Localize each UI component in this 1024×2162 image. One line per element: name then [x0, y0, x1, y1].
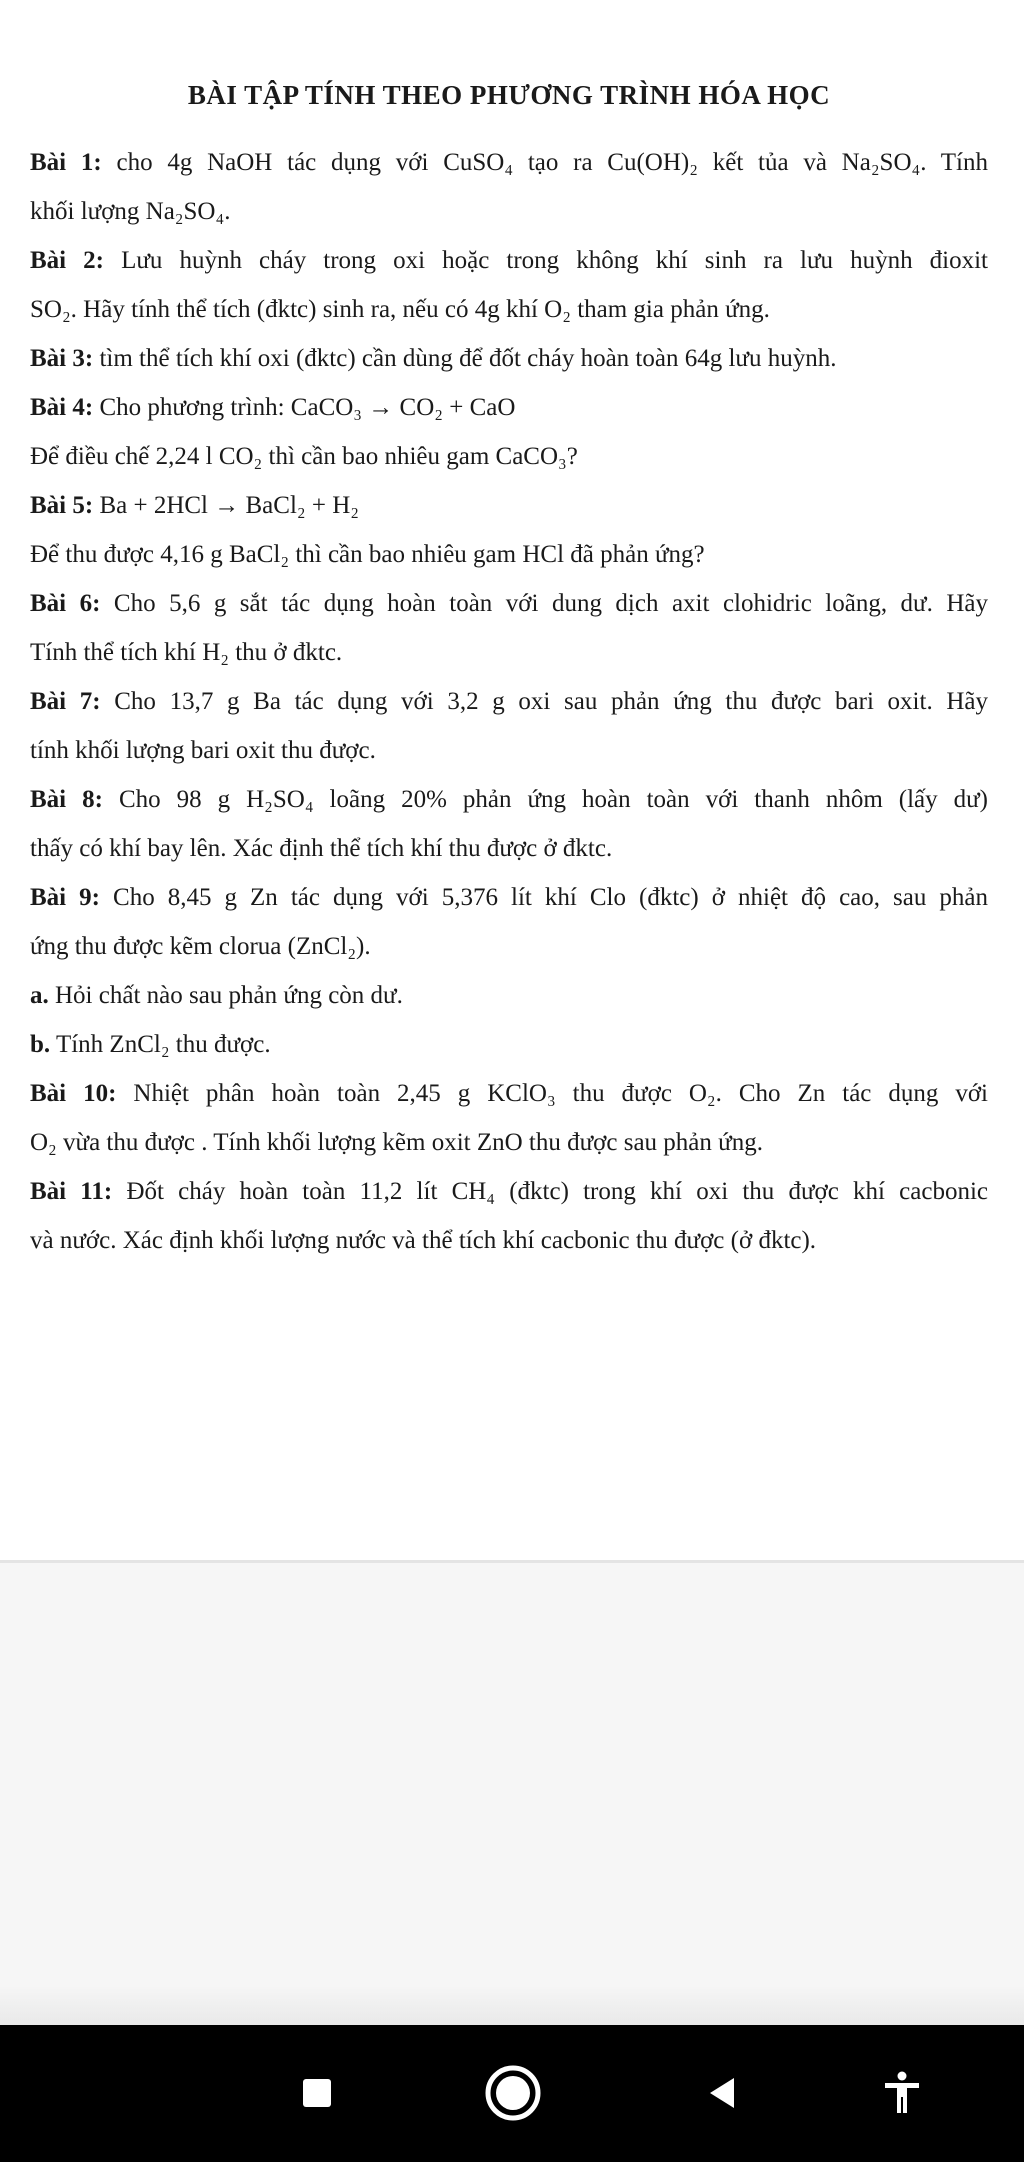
exercise-text: thấy có khí bay lên. Xác định thể tích khí thu được ở đktc. [30, 835, 613, 862]
exercise-label: Bài 2: [30, 247, 105, 274]
exercise-text: Lưu huỳnh cháy trong oxi hoặc trong không khí sinh ra lưu huỳnh đioxit [104, 247, 988, 274]
exercise-text: cho 4g NaOH tác dụng với CuSO₄ tạo ra Cu(OH)₂ kết tủa và Na₂SO₄. Tính [101, 149, 988, 176]
exercise-label: Bài 3: [30, 345, 94, 372]
document-line [30, 677, 988, 726]
exercise-text: Tính thể tích khí H₂ thu ở đktc. [30, 639, 343, 666]
square-icon [301, 2077, 333, 2109]
exercise-text: Cho phương trình: CaCO₃ → CO₂ + CaO [93, 394, 516, 421]
document-line [30, 432, 988, 481]
exercise-label: a. [30, 982, 49, 1009]
exercise-label: Bài 4: [30, 394, 94, 421]
exercise-text: khối lượng Na₂SO₄. [30, 198, 231, 225]
exercise-text: Hỏi chất nào sau phản ứng còn dư. [48, 982, 403, 1009]
document-line [30, 383, 988, 432]
exercise-text: Ba + 2HCl → BaCl₂ + H₂ [93, 492, 359, 519]
system-navigation-bar [0, 2025, 1024, 2162]
exercise-label: b. [30, 1031, 51, 1058]
exercise-text: Đốt cháy hoàn toàn 11,2 lít CH₄ (đktc) trong khí oxi thu được khí cacbonic [112, 1178, 988, 1205]
accessibility-icon [882, 2071, 922, 2115]
exercise-label: Bài 8: [30, 786, 103, 813]
exercise-label: Bài 6: [30, 590, 101, 617]
exercise-text: Tính ZnCl₂ thu được. [50, 1031, 271, 1058]
document-line [30, 873, 988, 922]
document-line [30, 1167, 988, 1216]
exercise-label: Bài 1: [30, 149, 102, 176]
document-line [30, 236, 988, 285]
exercise-text: Nhiệt phân hoàn toàn 2,45 g KClO₃ thu được O₂. Cho Zn tác dụng với [116, 1080, 988, 1107]
exercise-text: ứng thu được kẽm clorua (ZnCl₂). [30, 933, 371, 960]
document-line [30, 1216, 988, 1265]
document-line [30, 726, 988, 775]
exercise-text: tính khối lượng bari oxit thu được. [30, 737, 376, 764]
document-line [30, 1118, 988, 1167]
exercise-text: và nước. Xác định khối lượng nước và thể tích khí cacbonic thu được (ở đktc). [30, 1227, 817, 1254]
exercise-text: Để thu được 4,16 g BaCl₂ thì cần bao nhiêu gam HCl đã phản ứng? [30, 541, 705, 568]
exercise-label: Bài 7: [30, 688, 101, 715]
document-title: BÀI TẬP TÍNH THEO PHƯƠNG TRÌNH HÓA HỌC [187, 80, 831, 110]
circle-icon [483, 2063, 543, 2123]
exercise-label: Bài 9: [30, 884, 100, 911]
exercise-text: Cho 8,45 g Zn tác dụng với 5,376 lít khí Clo (đktc) ở nhiệt độ cao, sau phản [99, 884, 988, 911]
document-line [30, 138, 988, 187]
exercise-text: SO₂. Hãy tính thể tích (đktc) sinh ra, nếu có 4g khí O₂ tham gia phản ứng. [30, 296, 770, 323]
recent-apps-button[interactable] [277, 2053, 357, 2133]
accessibility-button[interactable] [862, 2053, 942, 2133]
document-line [30, 1020, 988, 1069]
document-line [30, 1069, 988, 1118]
document-line [30, 824, 988, 873]
document-body [30, 78, 988, 1265]
exercise-label: Bài 11: [30, 1178, 113, 1205]
document-line [30, 530, 988, 579]
exercise-text: Cho 98 g H₂SO₄ loãng 20% phản ứng hoàn toàn với thanh nhôm (lấy dư) [102, 786, 988, 813]
exercise-text: Cho 5,6 g sắt tác dụng hoàn toàn với dung dịch axit clohidric loãng, dư. Hãy [100, 590, 988, 617]
document-line [30, 187, 988, 236]
exercise-text: O₂ vừa thu được . Tính khối lượng kẽm oxit ZnO thu được sau phản ứng. [30, 1129, 763, 1156]
triangle-back-icon [704, 2075, 740, 2111]
empty-viewer-area [0, 1563, 1024, 2025]
document-line [30, 285, 988, 334]
exercise-text: Để điều chế 2,24 l CO₂ thì cần bao nhiêu gam CaCO₃? [30, 443, 578, 470]
exercise-label: Bài 5: [30, 492, 94, 519]
bottom-shade [0, 1985, 1024, 2025]
document-line [30, 971, 988, 1020]
document-line [30, 922, 988, 971]
exercise-label: Bài 10: [30, 1080, 117, 1107]
exercise-list [30, 138, 988, 1265]
document-line [30, 334, 988, 383]
document-line [30, 579, 988, 628]
document-line [30, 481, 988, 530]
home-button[interactable] [473, 2053, 553, 2133]
document-line [30, 628, 988, 677]
back-button[interactable] [682, 2053, 762, 2133]
exercise-text: tìm thể tích khí oxi (đktc) cần dùng để đốt cháy hoàn toàn 64g lưu huỳnh. [93, 345, 837, 372]
exercise-text: Cho 13,7 g Ba tác dụng với 3,2 g oxi sau phản ứng thu được bari oxit. Hãy [100, 688, 988, 715]
document-line [30, 775, 988, 824]
